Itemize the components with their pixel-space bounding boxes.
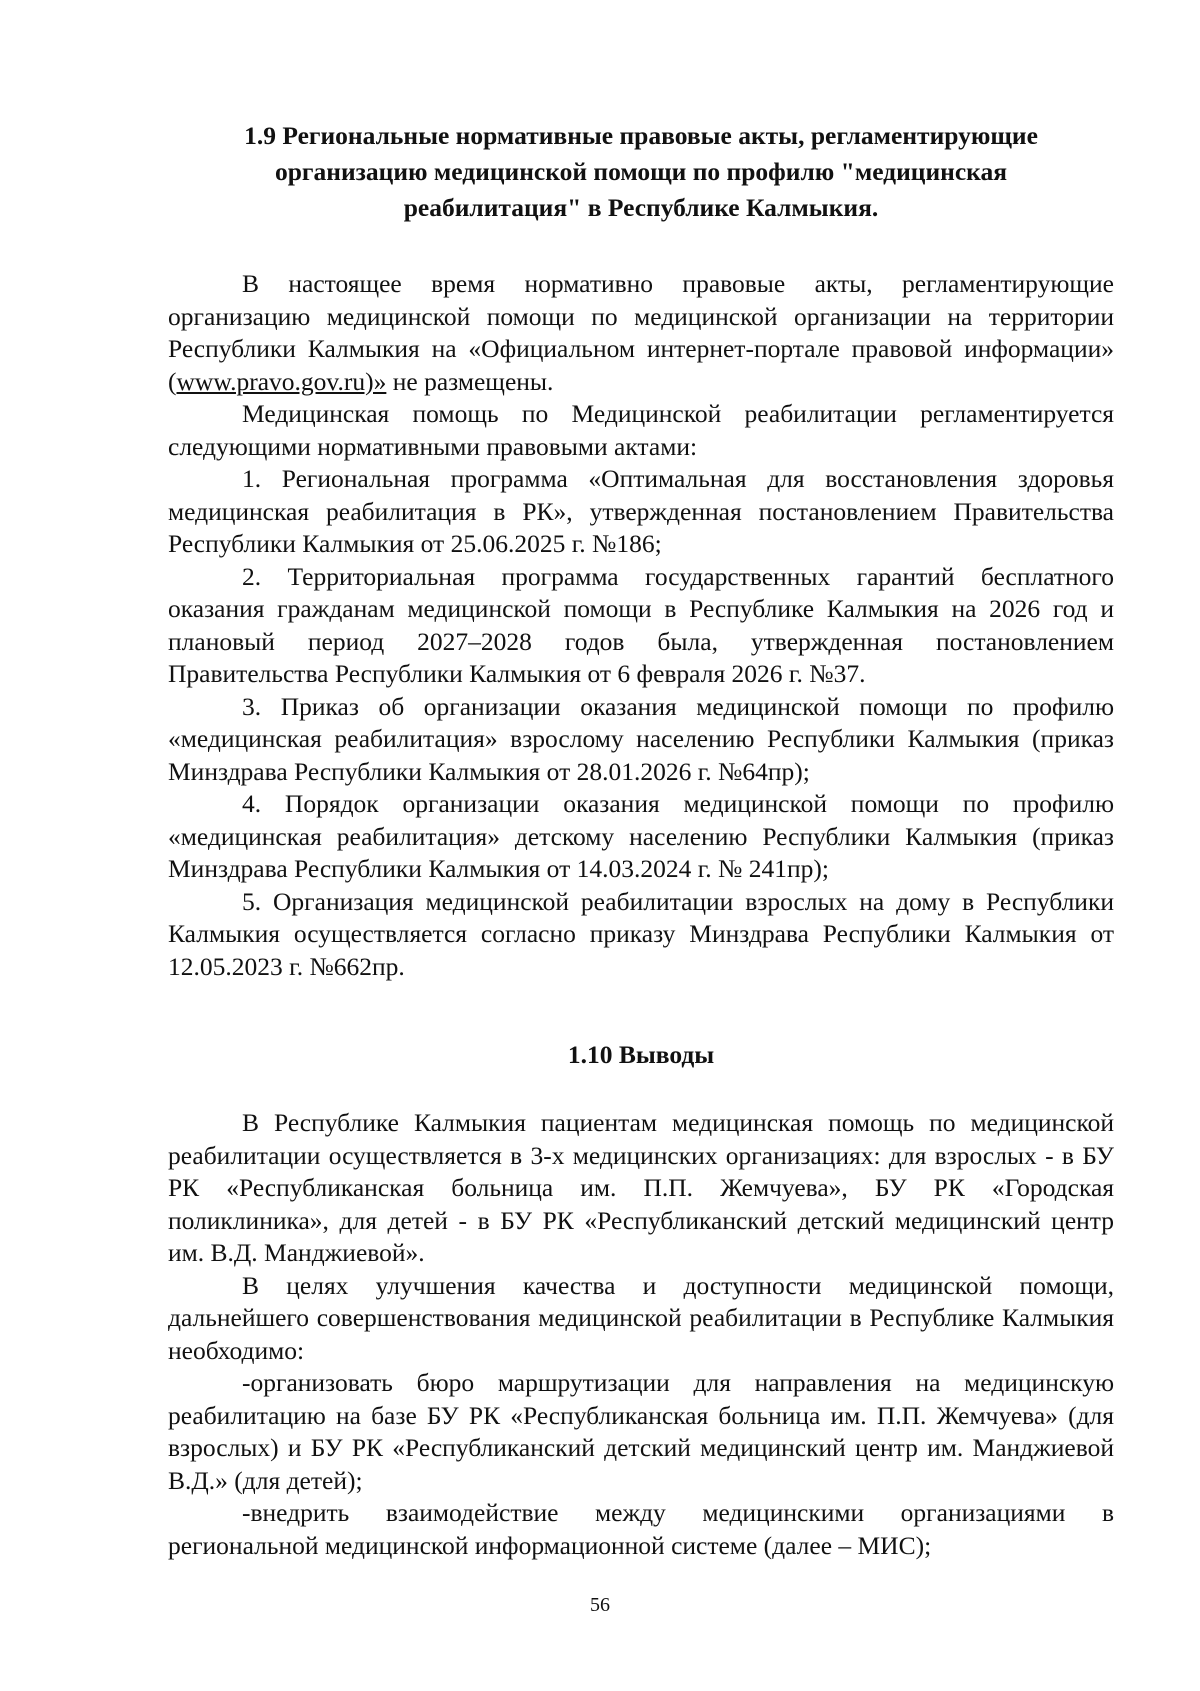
section-1-9-paragraph-2: Медицинская помощь по Медицинской реабилитации регламентируется следующими нормативными правовыми актами:	[168, 399, 1114, 461]
legal-act-item-2: 2. Территориальная программа государственных гарантий бесплатного оказания гражданам медицинской помощи в Республике Калмыкия на 2026 год и плановый период 2027–2028 годов была, утвержденная постановлением Правительства Республики Калмыкия от 6 февраля 2026 г. №37.	[168, 561, 1114, 688]
legal-act-item-1: 1. Региональная программа «Оптимальная для восстановления здоровья медицинская реабилитация в РК», утвержденная постановлением Правительства Республики Калмыкия от 25.06.2025 г. №186;	[168, 464, 1114, 558]
conclusions-paragraph-3: -организовать бюро маршрутизации для направления на медицинскую реабилитацию на базе БУ РК «Республиканская больница им. П.П. Жемчуева» (для взрослых) и БУ РК «Республиканский детский медицинский центр им. Манджиевой В.Д.» (для детей);	[168, 1368, 1114, 1495]
section-1-9-title: 1.9 Региональные нормативные правовые акты, регламентирующие организацию медицинской помощи по профилю "медицинская реабилитация" в Республике Калмыкия.	[244, 121, 1038, 222]
legal-act-item-4: 4. Порядок организации оказания медицинской помощи по профилю «медицинская реабилитация» детскому населению Республики Калмыкия (приказ Минздрава Республики Калмыкия от 14.03.2024 г. № 241пр);	[168, 789, 1114, 883]
paragraph-1-text: В настоящее время нормативно правовые акты, регламентирующие организацию медицинской помощи по медицинской организации на территории Республики Калмыкия на «Официальном интернет-портале правовой информации» (	[168, 269, 1114, 396]
conclusions-paragraph-1: В Республике Калмыкия пациентам медицинская помощь по медицинской реабилитации осуществляется в 3-х медицинских организациях: для взрослых - в БУ РК «Республиканская больница им. П.П. Жемчуева», БУ РК «Городская поликлиника», для детей - в БУ РК «Республиканский детский медицинский центр им. В.Д. Манджиевой».	[168, 1108, 1114, 1267]
section-1-9-paragraph-1	[168, 268, 1114, 398]
section-spacer	[168, 983, 1114, 1037]
document-page	[168, 118, 1114, 1562]
conclusions-paragraph-2: В целях улучшения качества и доступности медицинской помощи, дальнейшего совершенствования медицинской реабилитации в Республике Калмыкия необходимо:	[168, 1270, 1114, 1365]
legal-act-item-3: 3. Приказ об организации оказания медицинской помощи по профилю «медицинская реабилитация» взрослому населению Республики Калмыкия (приказ Минздрава Республики Калмыкия от 28.01.2026 г. №64пр);	[168, 691, 1114, 786]
legal-act-item-5: 5. Организация медицинской реабилитации взрослых на дому в Республики Калмыкия осуществляется согласно приказу Минздрава Республики Калмыкия от 12.05.2023 г. №662пр.	[168, 886, 1114, 981]
page-number: 56	[590, 1594, 610, 1616]
pravo-gov-link: www.pravo.gov.ru)»	[176, 366, 387, 396]
conclusions-paragraph-4: -внедрить взаимодействие между медицинскими организациями в региональной медицинской информационной системе (далее – МИС);	[168, 1498, 1114, 1560]
section-1-10-title: 1.10 Выводы	[567, 1040, 715, 1069]
paragraph-1-tail: не размещены.	[386, 366, 554, 396]
